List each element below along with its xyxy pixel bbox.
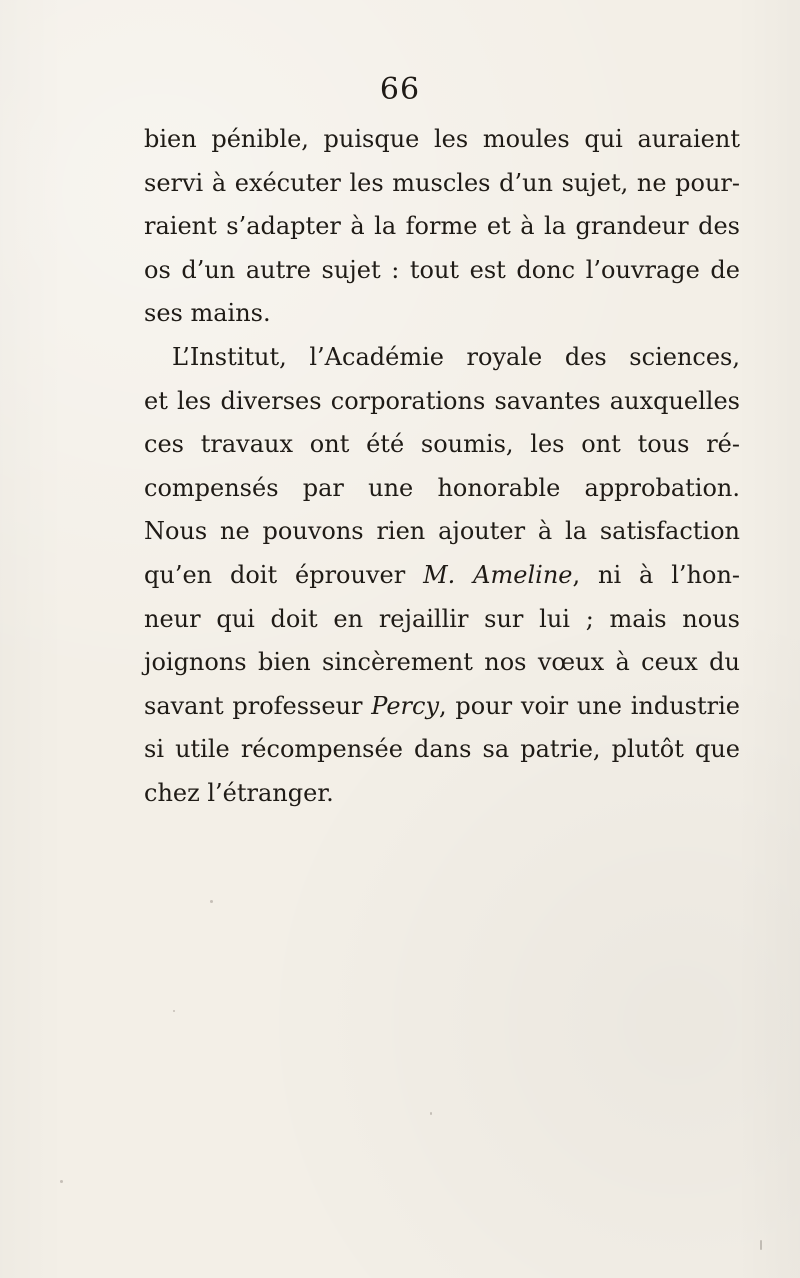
body-text [144, 118, 740, 816]
text-line-3 [144, 205, 740, 249]
text-line-7 [144, 380, 740, 424]
text-segment: si utile récompensée dans sa patrie, plutôt que [144, 735, 740, 764]
text-line-4 [144, 249, 740, 293]
text-segment: chez l’étranger. [144, 778, 334, 807]
text-segment: qu’en doit éprouver [144, 560, 424, 589]
text-segment: ses mains. [144, 299, 271, 328]
text-segment: , pour voir une industrie [439, 691, 740, 720]
text-line-8 [144, 423, 740, 467]
text-segment: joignons bien sincèrement nos vœux à ceux du [144, 648, 740, 677]
paper-speck [210, 900, 213, 903]
text-line-15 [144, 728, 740, 772]
text-segment: L’Institut, l’Académie royale des sciences, [172, 342, 740, 371]
text-segment: neur qui doit en rejaillir sur lui ; mais nous [144, 604, 740, 633]
text-segment: ces travaux ont été soumis, les ont tous ré- [144, 430, 740, 459]
italic-name: Percy [371, 691, 440, 720]
paper-speck [430, 1112, 432, 1115]
text-segment: et les diverses corporations savantes auxquelles [144, 386, 740, 415]
text-segment: , ni à l’hon- [572, 560, 741, 589]
text-segment: os d’un autre sujet : tout est donc l’ouvrage de [144, 255, 740, 284]
text-line-13 [144, 641, 740, 685]
text-segment: compensés par une honorable approbation. [144, 473, 740, 502]
text-line-1 [144, 118, 740, 162]
text-segment: Nous ne pouvons rien ajouter à la satisfaction [144, 517, 740, 546]
text-line-9 [144, 467, 740, 511]
paper-speck [60, 1180, 63, 1183]
text-segment: savant professeur [144, 691, 372, 720]
text-line-14 [144, 685, 740, 729]
italic-name: M. Ameline [423, 560, 573, 589]
text-line-5 [144, 292, 740, 336]
paper-speck [173, 1010, 175, 1012]
text-line-11 [144, 554, 740, 598]
text-line-2 [144, 162, 740, 206]
text-segment: servi à exécuter les muscles d’un sujet, ne pour- [144, 168, 740, 197]
text-segment: raient s’adapter à la forme et à la grandeur des [144, 212, 740, 241]
text-line-10 [144, 510, 740, 554]
text-line-12 [144, 598, 740, 642]
text-line-6 [144, 336, 740, 380]
page-number: 66 [379, 72, 421, 107]
text-line-16 [144, 772, 740, 816]
text-segment: bien pénible, puisque les moules qui auraient [144, 125, 740, 153]
paper-speck [760, 1240, 762, 1250]
